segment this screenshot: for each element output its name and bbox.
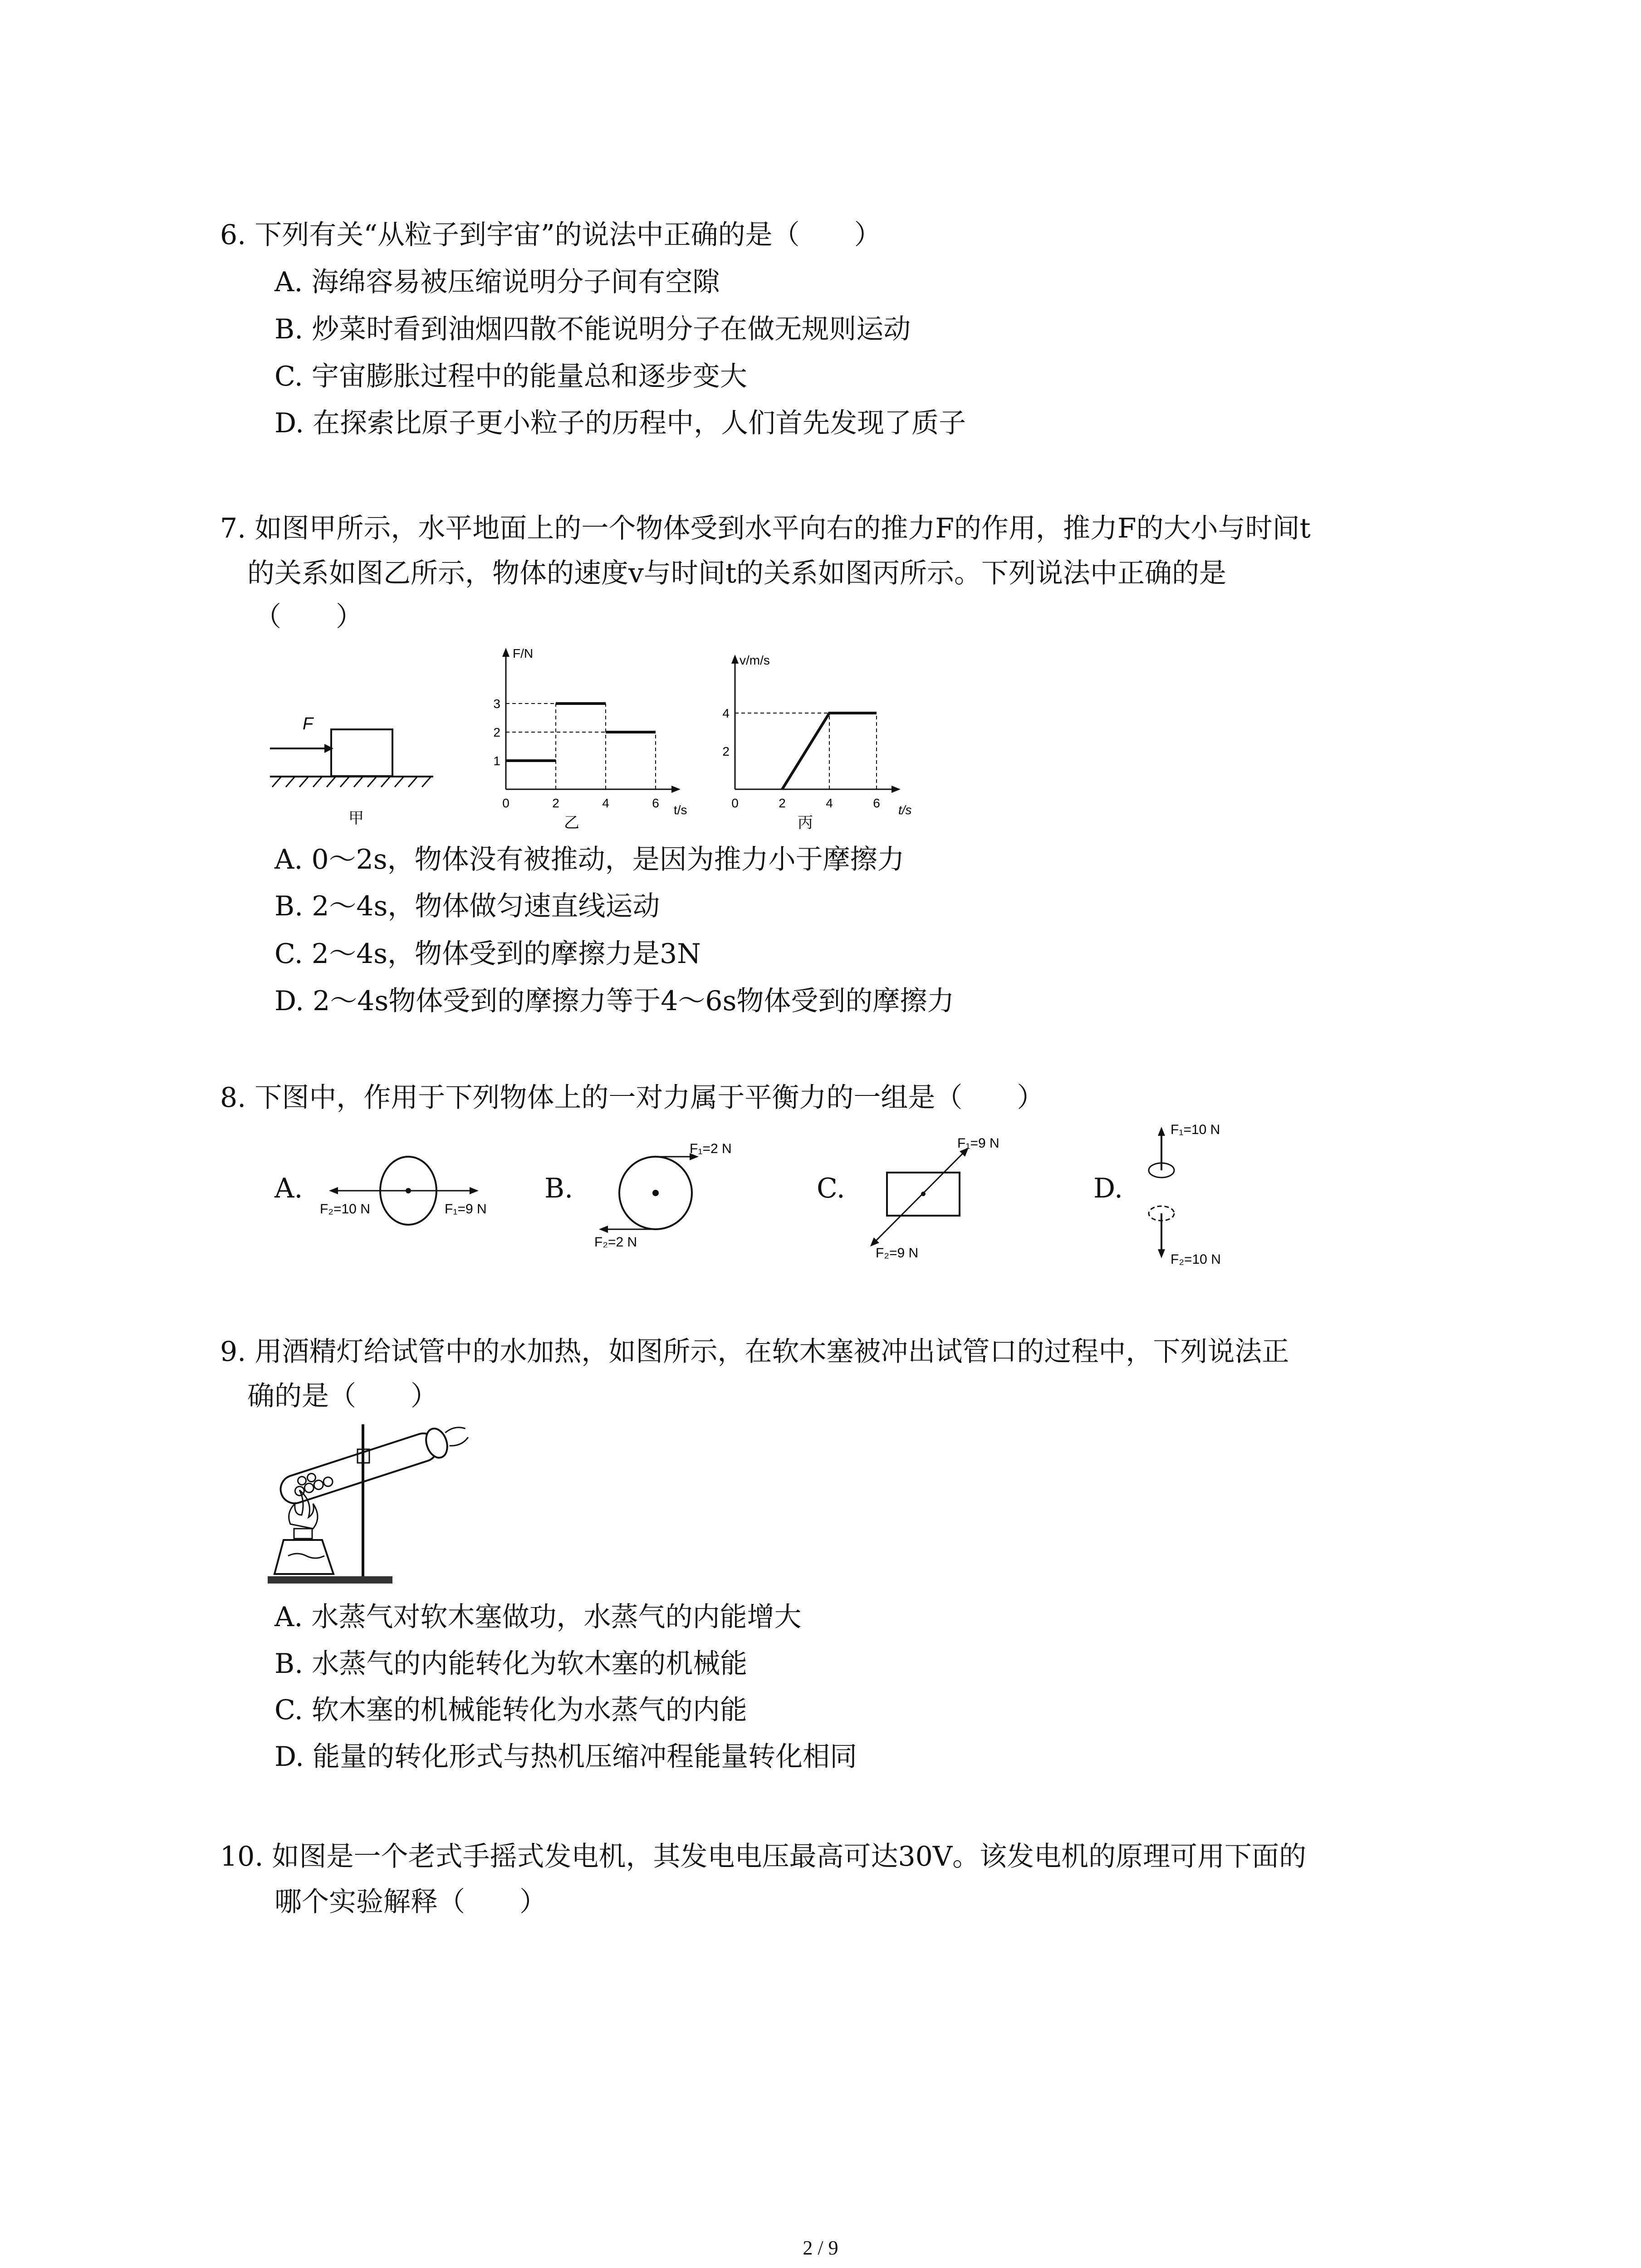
- q10-stem-line2: 哪个实验解释（ ）: [274, 1886, 547, 1918]
- q6-option-b: B. 炒菜时看到油烟四散不能说明分子在做无规则运动: [274, 313, 911, 345]
- x-tick: 2: [779, 796, 786, 810]
- q6-option-d: D. 在探索比原子更小粒子的历程中，人们首先发现了质子: [274, 407, 966, 439]
- q7-option-d: D. 2～4s物体受到的摩擦力等于4～6s物体受到的摩擦力: [274, 985, 955, 1017]
- block: [331, 729, 392, 776]
- q8-letter-a: A.: [274, 1173, 303, 1204]
- y-tick: 3: [493, 697, 500, 711]
- q7-option-c: C. 2～4s，物体受到的摩擦力是3N: [274, 938, 701, 970]
- f2-label: F₂=9 N: [876, 1246, 919, 1261]
- x-tick: 2: [552, 796, 559, 810]
- lamp-liquid: [288, 1554, 324, 1558]
- x-axis-arrow: [671, 786, 681, 793]
- q7-option-b: B. 2～4s，物体做匀速直线运动: [274, 890, 660, 922]
- q7-stem-line3: （ ）: [254, 601, 363, 633]
- y-tick: 1: [493, 754, 500, 768]
- x-axis-label: t/s: [674, 803, 687, 817]
- x-tick: 0: [502, 796, 509, 810]
- q8-letter-b: B.: [544, 1173, 573, 1204]
- x-tick: 6: [652, 796, 659, 810]
- lamp-neck: [294, 1529, 312, 1539]
- q9-stem-line2: 确的是（ ）: [247, 1380, 438, 1412]
- y-tick: 2: [722, 744, 730, 758]
- f1-label: F₁=2 N: [690, 1143, 732, 1156]
- x-tick-labels: [502, 796, 659, 810]
- force-line: [875, 1152, 964, 1242]
- y-tick: 2: [493, 725, 500, 739]
- q7-stem-line1: 7. 如图甲所示，水平地面上的一个物体受到水平向右的推力F的作用，推力F的大小与时间t: [220, 513, 1311, 544]
- center-dot: [652, 1190, 659, 1196]
- x-tick: 6: [873, 796, 880, 810]
- f1-label: F₁=9 N: [957, 1136, 999, 1151]
- q9-option-b: B. 水蒸气的内能转化为软木塞的机械能: [274, 1648, 748, 1680]
- lamp-body: [274, 1540, 333, 1574]
- f1-arrowhead: [1158, 1127, 1165, 1136]
- y-axis-label: v/m/s: [740, 653, 770, 667]
- figure-jia: [265, 708, 438, 830]
- f2-arrowhead: [329, 1187, 338, 1194]
- f2-arrowhead: [599, 1226, 608, 1233]
- q7-stem-line2: 的关系如图乙所示，物体的速度v与时间t的关系如图丙所示。下列说法中正确的是: [247, 557, 1227, 589]
- figure-bing-velocity-time: [708, 646, 921, 835]
- x-axis-arrow: [892, 786, 901, 793]
- q9-stem-line1: 9. 用酒精灯给试管中的水加热，如图所示，在软木塞被冲出试管口的过程中，下列说法正: [220, 1336, 1289, 1368]
- figure-yi-force-time: [479, 640, 696, 835]
- force-label: F: [303, 714, 314, 733]
- q8-stem: 8. 下图中，作用于下列物体上的一对力属于平衡力的一组是（ ）: [220, 1082, 1044, 1114]
- q7-option-a: A. 0～2s，物体没有被推动，是因为推力小于摩擦力: [274, 844, 905, 875]
- f1-arrowhead: [470, 1187, 479, 1194]
- q8-figure-c: [862, 1134, 1012, 1261]
- x-tick-labels: [731, 796, 880, 810]
- y-tick-labels: [493, 697, 500, 768]
- f1-label: F₁=10 N: [1171, 1122, 1220, 1137]
- flame: [289, 1490, 318, 1529]
- f1-label: F₁=9 N: [445, 1202, 487, 1217]
- caption-jia: 甲: [348, 810, 364, 827]
- caption-yi: 乙: [564, 814, 579, 831]
- stand-base: [268, 1576, 392, 1584]
- x-tick: 0: [731, 796, 739, 810]
- f2-label: F₂=10 N: [1171, 1252, 1221, 1267]
- q8-letter-d: D.: [1093, 1173, 1123, 1204]
- y-axis-label: F/N: [513, 646, 534, 660]
- test-tube: [277, 1419, 471, 1508]
- f2-label: F₂=10 N: [320, 1202, 370, 1217]
- q6-stem: 6. 下列有关“从粒子到宇宙”的说法中正确的是（ ）: [220, 219, 882, 251]
- q9-figure-alcohol-lamp: [259, 1415, 485, 1592]
- x-tick: 4: [826, 796, 833, 810]
- y-tick-labels: [722, 706, 730, 758]
- guide-lines: [506, 704, 656, 789]
- page-number: 2 / 9: [803, 2237, 838, 2259]
- q9-option-d: D. 能量的转化形式与热机压缩冲程能量转化相同: [274, 1741, 857, 1773]
- q6-option-a: A. 海绵容易被压缩说明分子间有空隙: [274, 266, 720, 298]
- caption-bing: 丙: [798, 814, 813, 831]
- f2-arrowhead: [1158, 1249, 1165, 1258]
- y-tick: 4: [722, 706, 730, 720]
- x-tick: 4: [602, 796, 609, 810]
- x-axis-label: t/s: [898, 803, 912, 817]
- q9-option-c: C. 软木塞的机械能转化为水蒸气的内能: [274, 1694, 747, 1726]
- y-axis-arrow: [731, 655, 739, 664]
- q8-figure-b: [585, 1143, 735, 1247]
- y-axis-arrow: [502, 648, 509, 657]
- ground-hatching: [272, 777, 431, 787]
- q8-letter-c: C.: [817, 1173, 845, 1204]
- q8-figure-d: [1134, 1120, 1270, 1270]
- q6-option-c: C. 宇宙膨胀过程中的能量总和逐步变大: [274, 361, 747, 392]
- center-dot: [921, 1192, 926, 1196]
- q9-option-a: A. 水蒸气对软木塞做功，水蒸气的内能增大: [274, 1601, 802, 1633]
- q8-figure-a: [318, 1154, 513, 1232]
- q10-stem-line1: 10. 如图是一个老式手摇式发电机，其发电电压最高可达30V。该发电机的原理可用下面的: [220, 1841, 1307, 1872]
- f2-label: F₂=2 N: [594, 1235, 637, 1247]
